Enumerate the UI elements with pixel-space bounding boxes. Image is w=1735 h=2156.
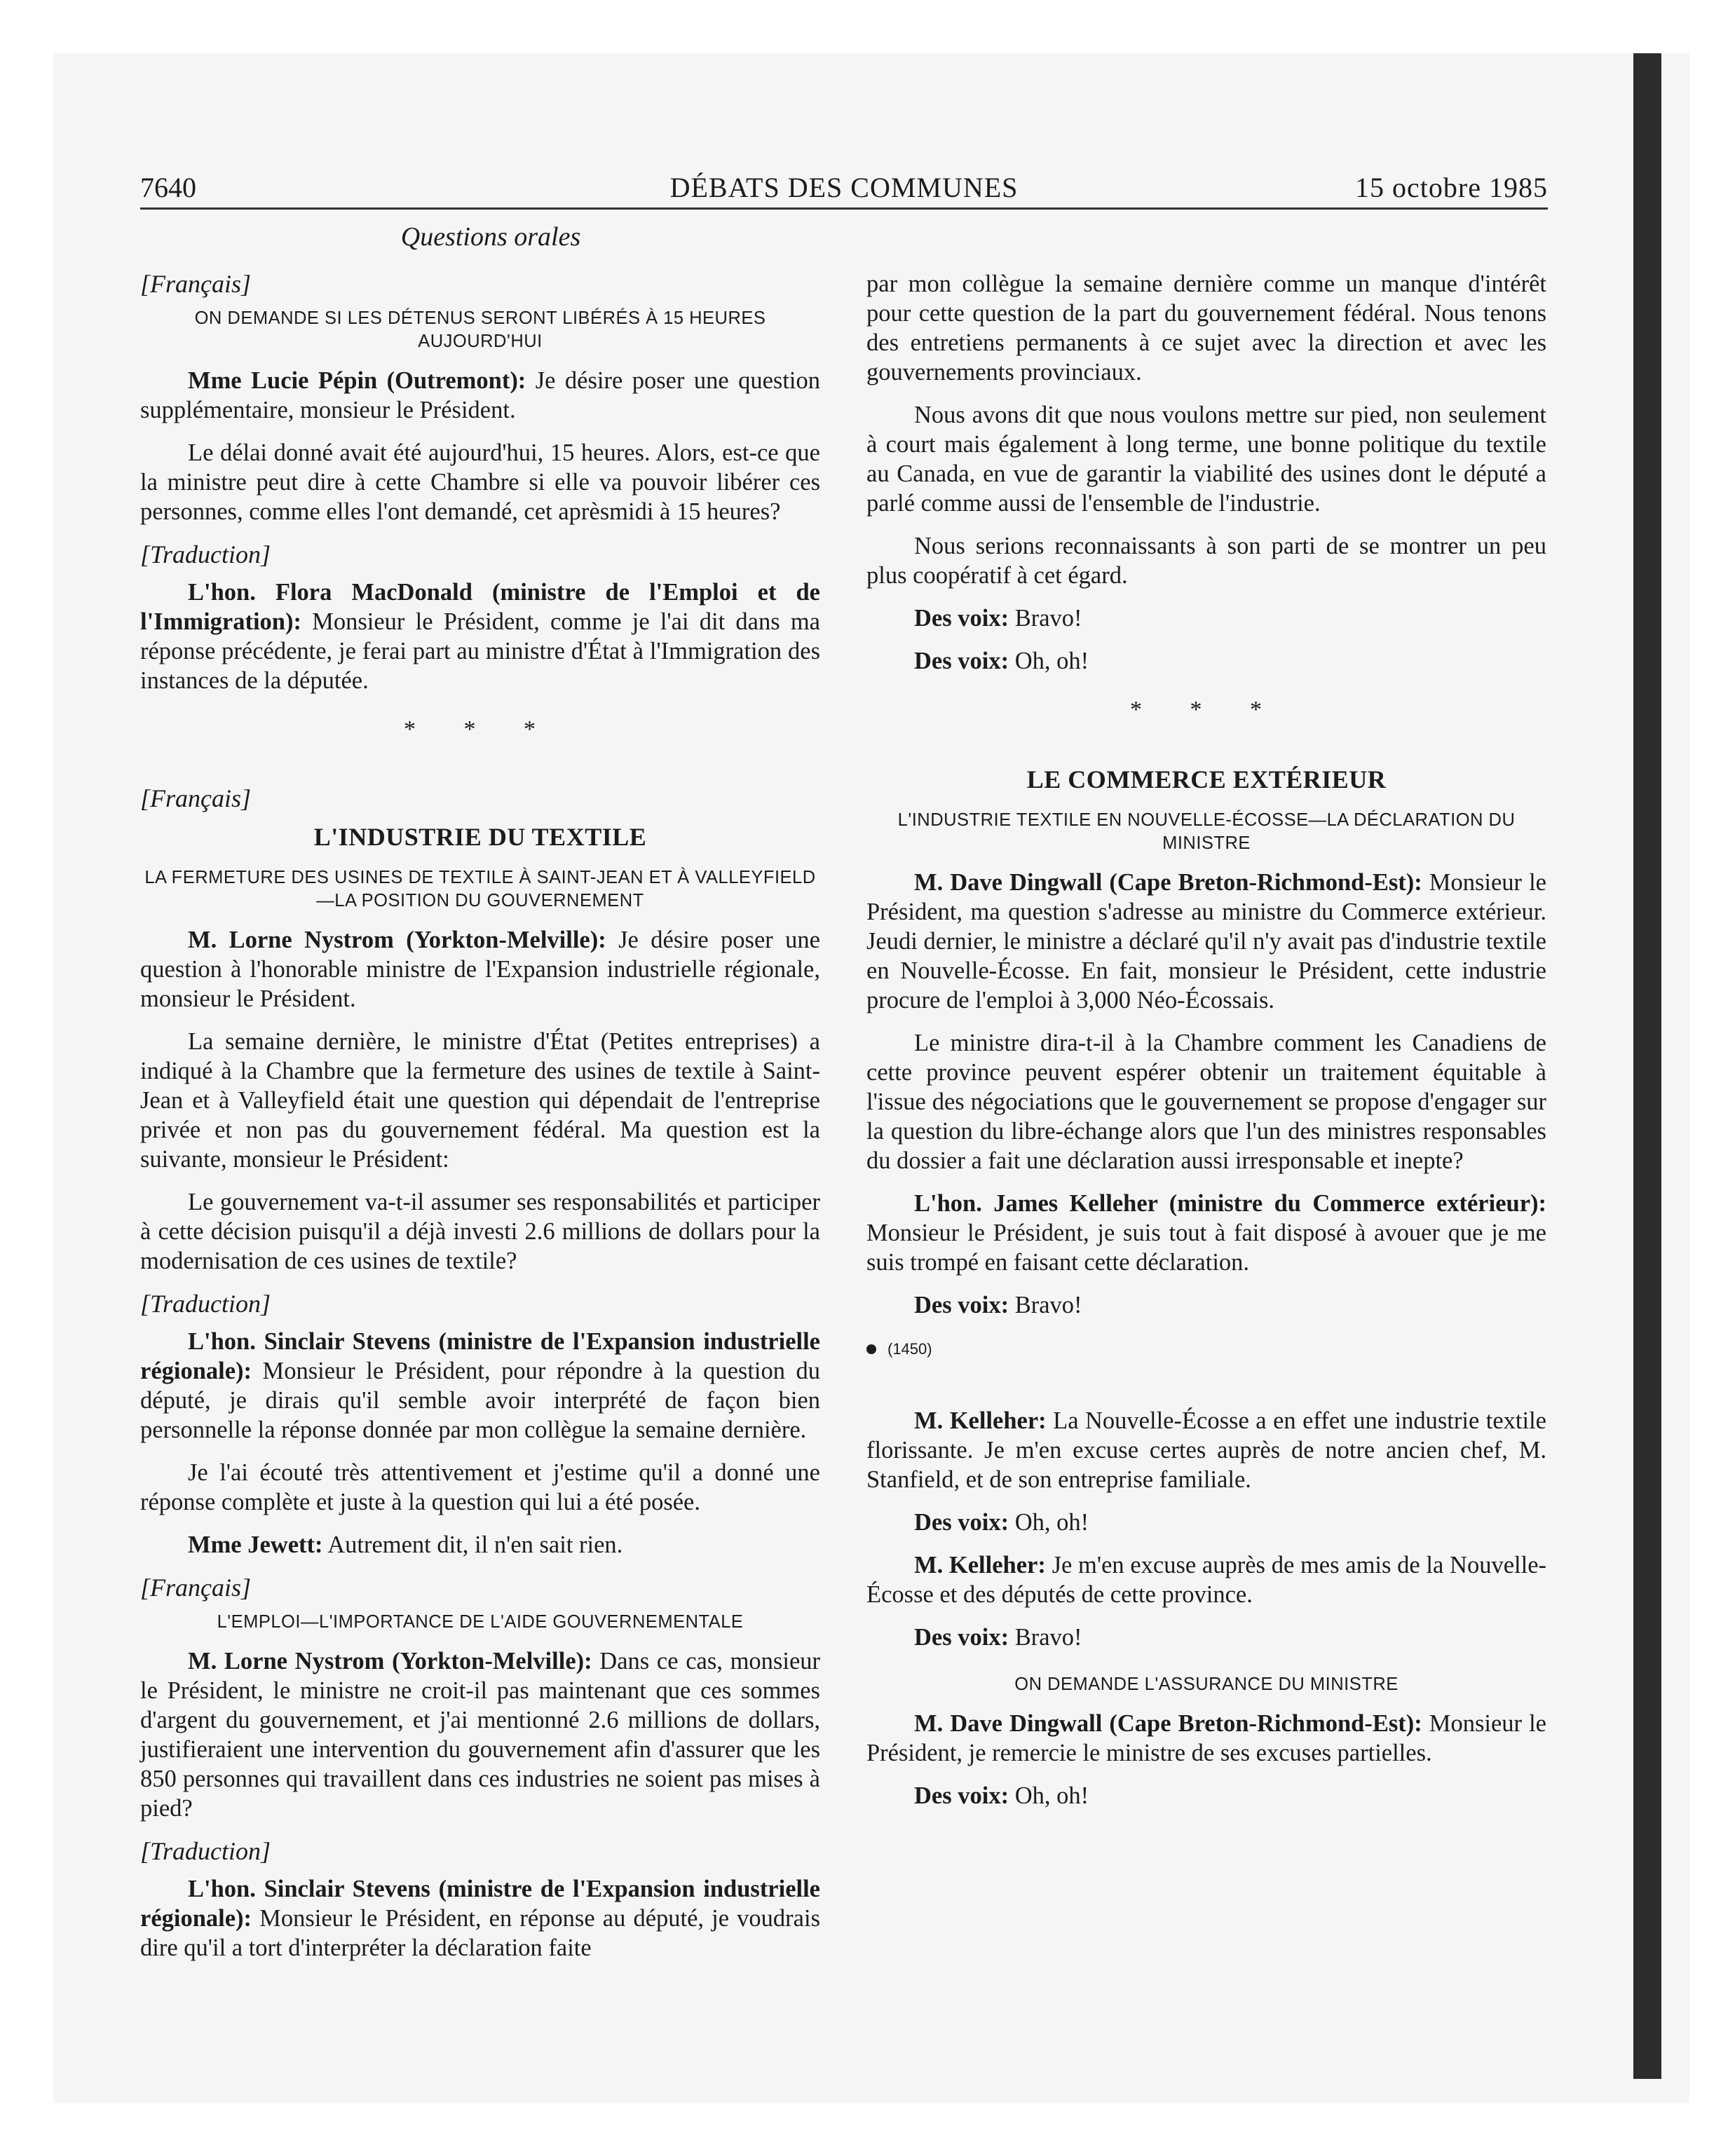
speaker-name: Mme Jewett:: [188, 1531, 323, 1558]
paragraph: Nous avons dit que nous voulons mettre sur pied, non seulement à court mais également à long terme, une bonne politique du textile au Canada, en vue de garantir la viabilité des usines dont le député a parlé comme aussi de l'ensemble de l'industrie.: [866, 402, 1546, 517]
speech-text: La Nouvelle-Écosse a en effet une industrie textile florissante. Je m'en excuse certes auprès de notre ancien chef, M. Stanfield, et de son entreprise familiale.: [866, 1407, 1546, 1494]
speaker-name: Des voix:: [914, 1624, 1009, 1651]
time-marker: [866, 1333, 1546, 1364]
speech-text: Autrement dit, il n'en sait rien.: [322, 1531, 623, 1558]
subheading: ON DEMANDE SI LES DÉTENUS SERONT LIBÉRÉS À 15 HEURES AUJOURD'HUI: [194, 308, 766, 351]
language-note: [Traduction]: [140, 1290, 271, 1318]
paragraph: [866, 603, 1546, 633]
subheading: L'INDUSTRIE TEXTILE EN NOUVELLE-ÉCOSSE—LA DÉCLARATION DU MINISTRE: [897, 810, 1516, 853]
paragraph: [866, 1709, 1546, 1768]
paragraph: [140, 578, 820, 695]
subheading: L'EMPLOI—L'IMPORTANCE DE L'AIDE GOUVERNEMENTALE: [217, 1612, 744, 1632]
speaker-name: M. Dave Dingwall (Cape Breton-Richmond-Est):: [914, 869, 1422, 896]
speaker-name: L'hon. Sinclair Stevens (ministre de l'Expansion industrielle régionale):: [140, 1876, 820, 1932]
page-number: 7640: [140, 172, 196, 203]
language-note: [Traduction]: [140, 540, 271, 568]
speech-text: Je désire poser une question supplémentaire, monsieur le Président.: [140, 367, 820, 423]
paragraph: [866, 1550, 1546, 1609]
speech-text: Monsieur le Président, ma question s'adresse au ministre du Commerce extérieur. Jeudi dernier, le ministre a déclaré qu'il n'y avait pas d'industrie textile en Nouvelle-Écosse. En fait, monsieur le Président, cette industrie procure de l'emploi à 3,000 Néo-Écossais.: [866, 869, 1546, 1014]
language-note: [Français]: [140, 1574, 252, 1602]
paragraph: [866, 1623, 1546, 1652]
paragraph: La semaine dernière, le ministre d'État (Petites entreprises) a indiqué à la Chambre que la fermeture des usines de textile à Saint-Jean et à Valleyfield était une question qui dépendait de l'entreprise privée et non pas du gouvernement fédéral. Ma question est la suivante, monsieur le Président:: [140, 1028, 820, 1173]
speaker-name: L'hon. Sinclair Stevens (ministre de l'Expansion industrielle régionale):: [140, 1328, 820, 1384]
speaker-name: L'hon. James Kelleher (ministre du Commerce extérieur):: [914, 1190, 1546, 1217]
subheading: ON DEMANDE L'ASSURANCE DU MINISTRE: [1014, 1674, 1399, 1695]
paragraph: [866, 1189, 1546, 1277]
speaker-name: M. Dave Dingwall (Cape Breton-Richmond-Est):: [914, 1710, 1422, 1738]
paragraph: [140, 1646, 820, 1823]
speech-text: Je m'en excuse auprès de mes amis de la Nouvelle-Écosse et des députés de cette province.: [866, 1552, 1546, 1609]
time-stamp: (1450): [887, 1340, 932, 1358]
language-note: [Français]: [140, 270, 252, 298]
speech-text: Bravo!: [1009, 1292, 1082, 1318]
section-heading: LE COMMERCE EXTÉRIEUR: [1026, 765, 1387, 793]
speech-text: Bravo!: [1009, 1624, 1082, 1651]
paragraph: [866, 868, 1546, 1015]
speech-text: Monsieur le Président, en réponse au député, je voudrais dire qu'il a tort d'interpréter la déclaration faite: [140, 1905, 820, 1961]
paragraph: [866, 646, 1546, 676]
running-head: Questions orales: [400, 222, 581, 252]
paragraph: [866, 1508, 1546, 1537]
subheading: LA FERMETURE DES USINES DE TEXTILE À SAINT-JEAN ET À VALLEYFIELD—LA POSITION DU GOUVERNEMENT: [144, 868, 816, 910]
page-header: [140, 168, 1548, 210]
speaker-name: Mme Lucie Pépin (Outremont):: [188, 367, 526, 394]
speaker-name: M. Lorne Nystrom (Yorkton-Melville):: [188, 1648, 592, 1674]
speech-text: Monsieur le Président, je suis tout à fait disposé à avouer que je me suis trompé en faisant cette déclaration.: [866, 1220, 1546, 1276]
scan-edge-bar: [1633, 53, 1661, 2079]
paragraph: [140, 1327, 820, 1445]
right-column: [866, 269, 1546, 1824]
speaker-name: L'hon. Flora MacDonald (ministre de l'Emploi et de l'Immigration):: [140, 579, 820, 635]
paragraph: par mon collègue la semaine dernière comme un manque d'intérêt pour cette question de la part du gouvernement fédéral. Nous tenons des entretiens permanents à ce sujet avec la direction et avec les gouvernements provinciaux.: [866, 271, 1546, 386]
speaker-name: M. Lorne Nystrom (Yorkton-Melville):: [188, 927, 606, 953]
left-column: [140, 269, 820, 1976]
publication-title: DÉBATS DES COMMUNES: [669, 172, 1019, 203]
issue-date: 15 octobre 1985: [1355, 172, 1548, 203]
speech-text: Oh, oh!: [1009, 648, 1089, 674]
speech-text: Je désire poser une question à l'honorable ministre de l'Expansion industrielle régionale, monsieur le Président.: [140, 927, 820, 1012]
speech-text: Oh, oh!: [1009, 1782, 1089, 1810]
section-separator: * * *: [1130, 697, 1283, 723]
paragraph: Nous serions reconnaissants à son parti de se montrer un peu plus coopératif à cet égard.: [866, 533, 1546, 589]
speaker-name: Des voix:: [914, 1292, 1009, 1318]
speaker-name: M. Kelleher:: [914, 1552, 1046, 1579]
language-note: [Français]: [140, 784, 252, 812]
section-heading: L'INDUSTRIE DU TEXTILE: [313, 823, 647, 851]
speaker-name: Des voix:: [914, 648, 1009, 674]
speech-text: Bravo!: [1009, 605, 1082, 632]
speaker-name: M. Kelleher:: [914, 1407, 1047, 1435]
paragraph: Le gouvernement va-t-il assumer ses responsabilités et participer à cette décision puisqu'il a déjà investi 2.6 millions de dollars pour la modernisation de ces usines de textile?: [140, 1189, 820, 1274]
paragraph: [866, 1290, 1546, 1320]
paragraph: [866, 1406, 1546, 1494]
speech-text: Monsieur le Président, pour répondre à la question du député, je dirais qu'il semble avoir interprété de façon bien personnelle la réponse donnée par mon collègue la semaine dernière.: [140, 1358, 820, 1443]
speaker-name: Des voix:: [914, 1509, 1009, 1536]
paragraph: [140, 1530, 820, 1560]
paragraph: [866, 1781, 1546, 1810]
speaker-name: Des voix:: [914, 605, 1009, 632]
section-separator: * * *: [404, 716, 557, 742]
language-note: [Traduction]: [140, 1837, 271, 1865]
paragraph: Le délai donné avait été aujourd'hui, 15 heures. Alors, est-ce que la ministre peut dire à cette Chambre si elle va pouvoir libérer ces personnes, comme elles l'ont demandé, cet aprèsmidi à 15 heures?: [140, 439, 820, 525]
speech-text: Monsieur le Président, comme je l'ai dit dans ma réponse précédente, je ferai part au ministre d'État à l'Immigration des instances de la députée.: [140, 608, 820, 694]
speech-text: Oh, oh!: [1009, 1509, 1089, 1536]
speech-text: Dans ce cas, monsieur le Président, le ministre ne croit-il pas maintenant que ces sommes d'argent du gouvernement, et j'ai mentionné 2.6 millions de dollars, justifieraient une intervention du gouvernement afin d'assurer que les 850 personnes qui travaillent dans ces industries ne soient pas mises à pied?: [140, 1648, 820, 1822]
speech-text: Monsieur le Président, je remercie le ministre de ses excuses partielles.: [866, 1710, 1546, 1767]
bullet-icon: [866, 1344, 876, 1354]
speaker-name: Des voix:: [914, 1782, 1009, 1810]
paragraph: Le ministre dira-t-il à la Chambre comment les Canadiens de cette province peuvent espérer obtenir un traitement équitable à l'issue des négociations que le gouvernement se propose d'engager sur la question du libre-échange alors que l'un des ministres responsables du dossier a fait une déclaration aussi irresponsable et inepte?: [866, 1030, 1546, 1174]
paragraph: [140, 925, 820, 1014]
paragraph: Je l'ai écouté très attentivement et j'estime qu'il a donné une réponse complète et juste à la question qui lui a été posée.: [140, 1459, 820, 1515]
paragraph: [140, 1874, 820, 1963]
paragraph: [140, 366, 820, 425]
